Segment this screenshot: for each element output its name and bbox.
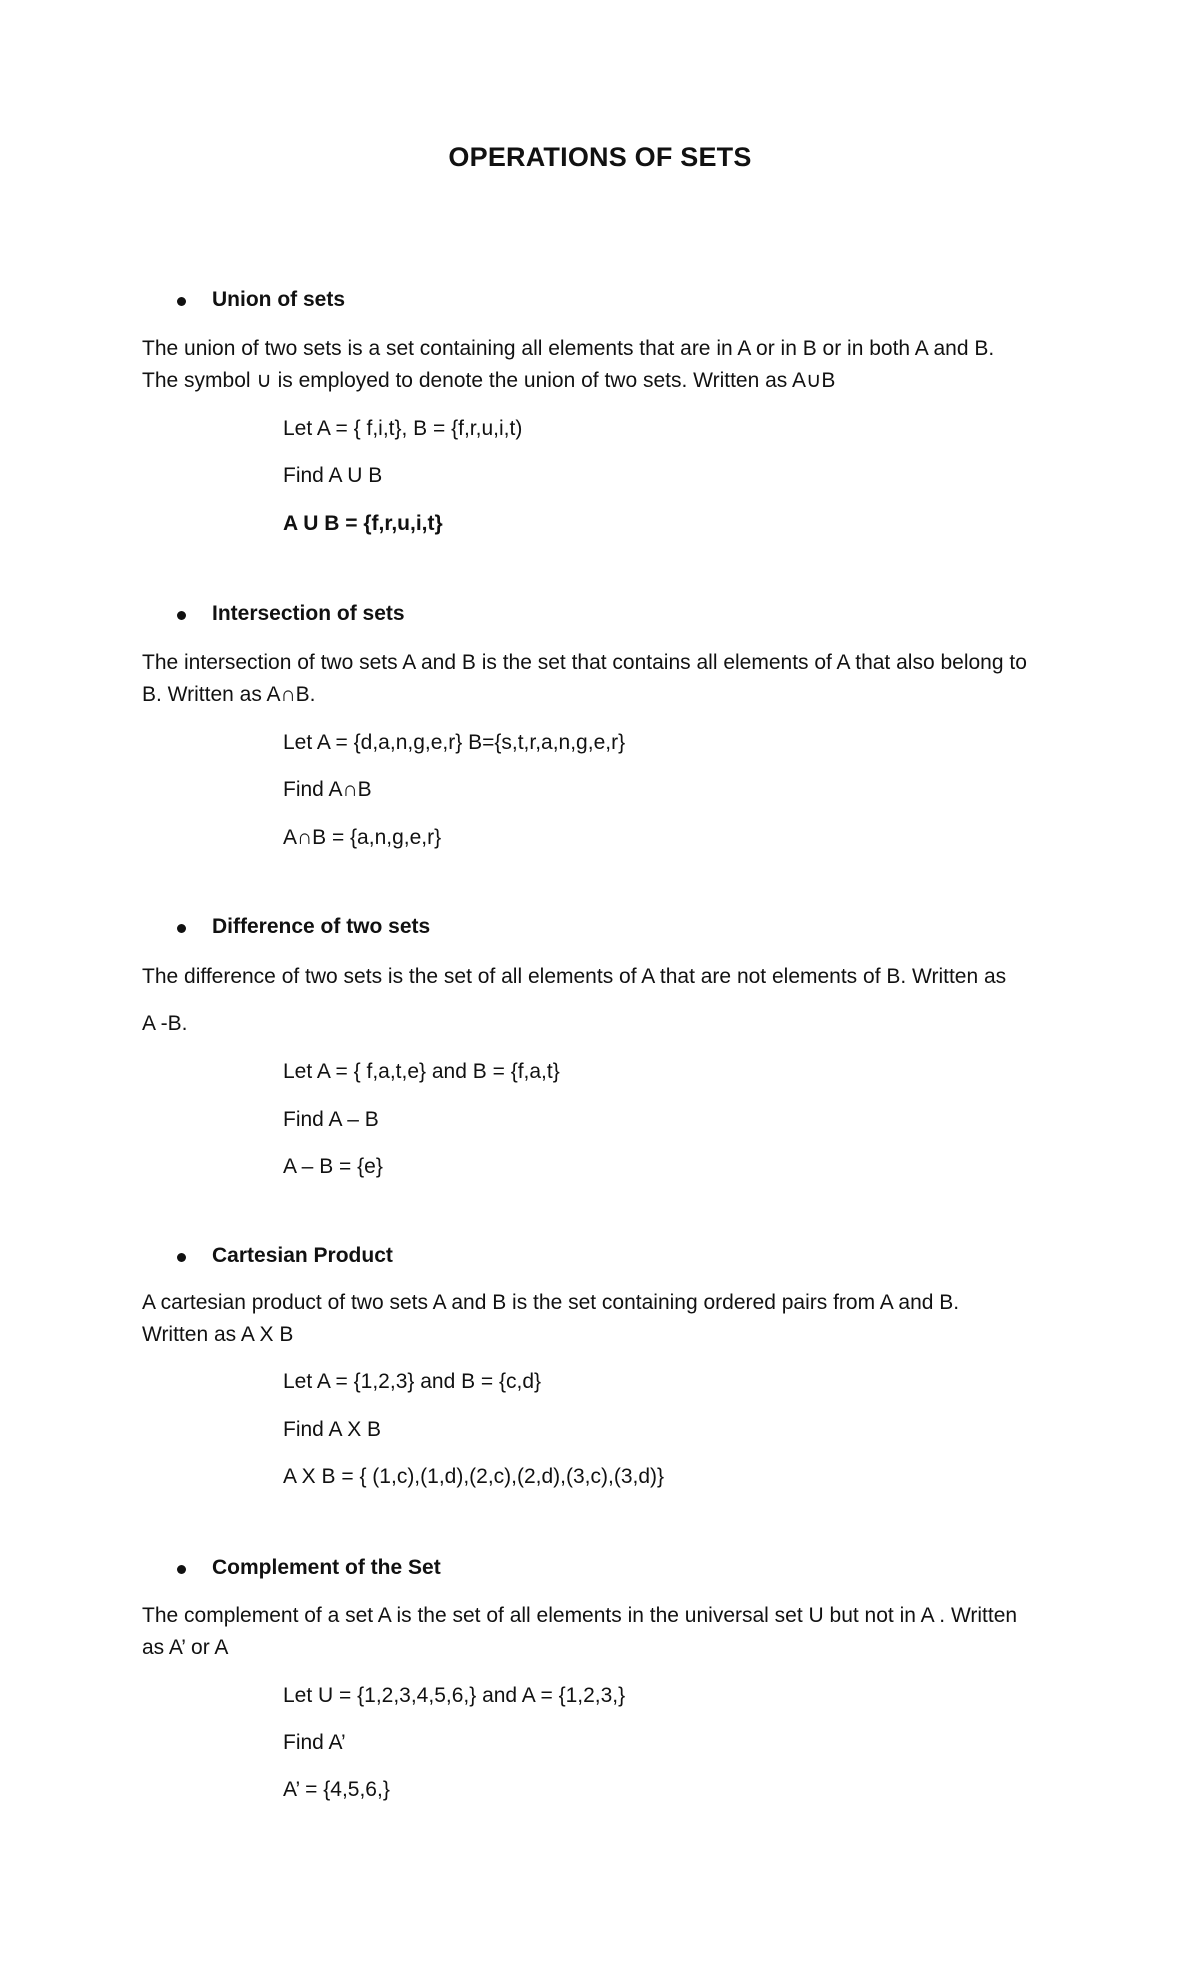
example-find: Find A X B — [283, 1418, 382, 1441]
bullet-icon — [177, 611, 186, 620]
section-heading-union: Union of sets — [212, 288, 346, 311]
bullet-icon — [177, 1565, 186, 1574]
example-find: Find A’ — [283, 1731, 346, 1754]
example-answer: A’ = {4,5,6,} — [283, 1778, 390, 1801]
section-heading-intersection: Intersection of sets — [212, 602, 405, 625]
paragraph-line: The symbol ∪ is employed to denote the union of two sets. Written as A∪B — [142, 369, 836, 392]
section-heading-difference: Difference of two sets — [212, 915, 431, 938]
example-answer: A∩B = {a,n,g,e,r} — [283, 826, 442, 849]
section-heading-cartesian-product: Cartesian Product — [212, 1244, 393, 1267]
paragraph-line: The difference of two sets is the set of all elements of A that are not elements of B. Written as — [142, 965, 1007, 988]
example-answer: A X B = { (1,c),(1,d),(2,c),(2,d),(3,c),(3,d)} — [283, 1465, 665, 1488]
paragraph-line: The intersection of two sets A and B is the set that contains all elements of A that also belong to — [142, 651, 1027, 674]
bullet-icon — [177, 924, 186, 933]
example-given: Let A = { f,a,t,e} and B = {f,a,t} — [283, 1060, 560, 1083]
section-heading-complement: Complement of the Set — [212, 1556, 441, 1579]
example-given: Let U = {1,2,3,4,5,6,} and A = {1,2,3,} — [283, 1684, 626, 1707]
paragraph-line: The union of two sets is a set containing all elements that are in A or in B or in both A and B. — [142, 337, 995, 360]
paragraph-line: B. Written as A∩B. — [142, 683, 316, 706]
example-find: Find A∩B — [283, 778, 372, 801]
example-given: Let A = {d,a,n,g,e,r} B={s,t,r,a,n,g,e,r} — [283, 731, 626, 754]
example-find: Find A U B — [283, 464, 383, 487]
example-answer: A U B = {f,r,u,i,t} — [283, 512, 443, 535]
paragraph-line: A cartesian product of two sets A and B is the set containing ordered pairs from A and B. — [142, 1291, 960, 1314]
example-given: Let A = { f,i,t}, B = {f,r,u,i,t) — [283, 417, 523, 440]
bullet-icon — [177, 297, 186, 306]
page-title: OPERATIONS OF SETS — [448, 142, 752, 172]
example-find: Find A – B — [283, 1108, 379, 1131]
paragraph-line: as A’ or A — [142, 1636, 229, 1659]
bullet-icon — [177, 1253, 186, 1262]
example-answer: A – B = {e} — [283, 1155, 383, 1178]
paragraph-line: Written as A X B — [142, 1323, 294, 1346]
paragraph-line: The complement of a set A is the set of all elements in the universal set U but not in A . Written — [142, 1604, 1018, 1627]
example-given: Let A = {1,2,3} and B = {c,d} — [283, 1370, 542, 1393]
paragraph-line: A -B. — [142, 1012, 188, 1035]
